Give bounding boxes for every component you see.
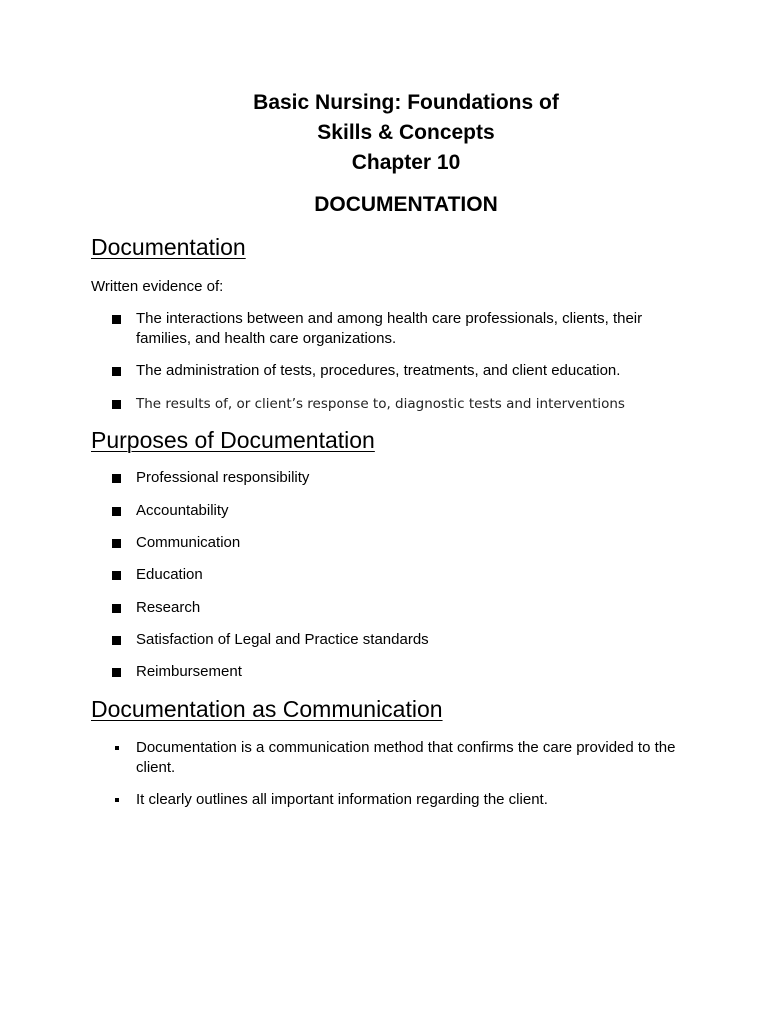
square-bullet-icon xyxy=(112,571,121,580)
small-square-bullet-icon xyxy=(115,746,119,750)
title-line-3: Chapter 10 xyxy=(351,151,461,174)
list-item-text: Documentation is a communication method that confirms the care provided to the client. xyxy=(136,739,676,776)
square-bullet-icon xyxy=(112,507,121,516)
section-heading-communication: Documentation as Communication xyxy=(91,696,443,722)
square-bullet-icon xyxy=(112,604,121,613)
list-item-text: The results of, or client’s response to, diagnostic tests and interventions xyxy=(136,396,625,412)
list-item xyxy=(112,501,692,521)
square-bullet-icon xyxy=(112,474,121,483)
list-item xyxy=(112,738,692,778)
document-heading: DOCUMENTATION xyxy=(314,193,498,216)
square-bullet-icon xyxy=(112,315,121,324)
title-line-1: Basic Nursing: Foundations of xyxy=(253,91,559,114)
list-item xyxy=(112,630,692,650)
square-bullet-icon xyxy=(112,539,121,548)
list-item xyxy=(112,565,692,585)
section-heading-documentation: Documentation xyxy=(91,234,246,260)
list-item xyxy=(112,468,692,488)
list-item-text: Communication xyxy=(136,534,241,551)
list-item-text: Satisfaction of Legal and Practice standards xyxy=(136,631,429,648)
list-item-text: It clearly outlines all important information regarding the client. xyxy=(136,791,548,808)
title-line-2: Skills & Concepts xyxy=(317,121,495,144)
list-item-text: The administration of tests, procedures, treatments, and client education. xyxy=(136,362,621,379)
list-item-text: Research xyxy=(136,599,201,616)
square-bullet-icon xyxy=(112,367,121,376)
square-bullet-icon xyxy=(112,400,121,409)
list-item xyxy=(112,361,692,381)
square-bullet-icon xyxy=(112,636,121,645)
small-square-bullet-icon xyxy=(115,798,119,802)
list-item xyxy=(112,394,692,414)
list-item-text: The interactions between and among health care professionals, clients, their families, and health care organizations. xyxy=(136,310,643,347)
list-item xyxy=(112,309,692,349)
list-item-text: Education xyxy=(136,566,203,583)
list-item xyxy=(112,533,692,553)
section-heading-purposes: Purposes of Documentation xyxy=(91,427,375,453)
document-title xyxy=(0,88,768,178)
list-item-text: Accountability xyxy=(136,502,229,519)
list-item xyxy=(112,598,692,618)
list-item-text: Professional responsibility xyxy=(136,469,310,486)
list-item xyxy=(112,790,692,810)
square-bullet-icon xyxy=(112,668,121,677)
list-item-text: Reimbursement xyxy=(136,663,242,680)
section-intro: Written evidence of: xyxy=(91,278,224,295)
list-item xyxy=(112,662,692,682)
